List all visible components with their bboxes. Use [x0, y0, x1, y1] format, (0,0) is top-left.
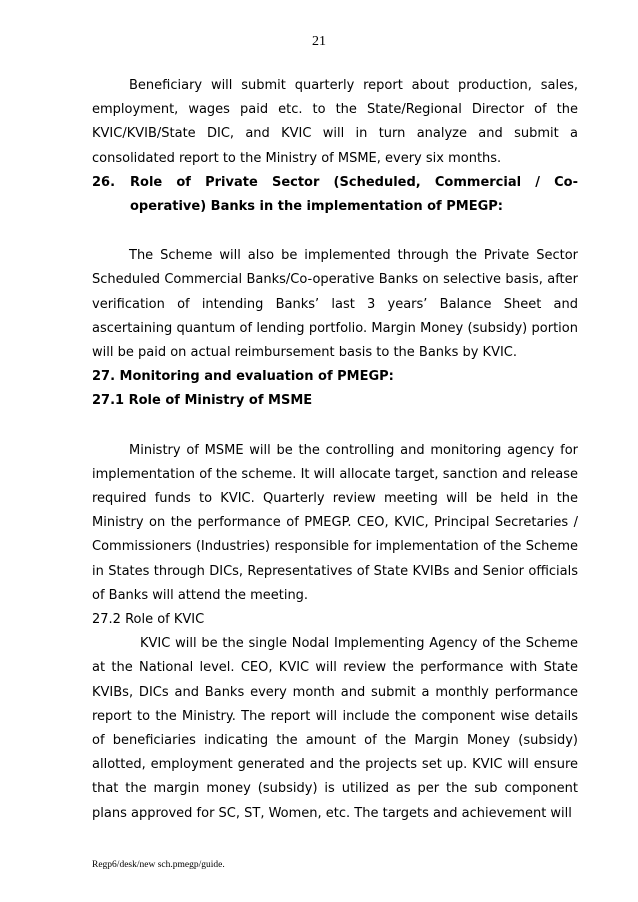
paragraph-reporting: Beneficiary will submit quarterly report about production, sales, employment, wages paid etc. to the State/Regional Director of the KVIC/KVIB/State DIC, and KVIC will in turn analyze and submit a consolidated report to the Ministry of MSME, every six months.	[92, 78, 578, 166]
paragraph-26: The Scheme will also be implemented through the Private Sector Scheduled Commercial Banks/Co-operative Banks on selective basis, after verification of intending Banks’ last 3 years’ Balance Sheet and ascertaining quantum of lending portfolio. Margin Money (subsidy) portion will be paid on actual reimbursement basis to the Banks by KVIC.	[92, 248, 578, 361]
page-number: 21	[312, 34, 326, 49]
section-26-number: 26.	[92, 174, 116, 190]
paragraph-27-1: Ministry of MSME will be the controlling and monitoring agency for implementation of the scheme. It will allocate target, sanction and release required funds to KVIC. Quarterly review meeting will be held in the Ministry on the performance of PMEGP. CEO, KVIC, Principal Secretaries / Commissioners (Industries) responsible for implementation of the Scheme in States through DICs, Representatives of State KVIBs and Senior officials of Banks will attend the meeting.	[92, 442, 578, 603]
document-body	[92, 74, 578, 826]
page-footer: Regp6/desk/new sch.pmegp/guide.	[92, 860, 225, 870]
section-27-2-heading: 27.2 Role of KVIC	[92, 612, 205, 628]
section-26-title: Role of Private Sector (Scheduled, Commercial / Co-operative) Banks in the implementation of PMEGP:	[130, 174, 578, 215]
section-27-1-heading: 27.1 Role of Ministry of MSME	[92, 393, 313, 409]
paragraph-27-2: KVIC will be the single Nodal Implementing Agency of the Scheme at the National level. CEO, KVIC will review the performance with State KVIBs, DICs and Banks every month and submit a monthly performance report to the Ministry. The report will include the component wise details of beneficiaries indicating the amount of the Margin Money (subsidy) allotted, employment generated and the projects set up. KVIC will ensure that the margin money (subsidy) is utilized as per the sub component plans approved for SC, ST, Women, etc. The targets and achievement will	[92, 636, 578, 821]
section-26-heading	[92, 171, 578, 219]
section-27-heading: 27. Monitoring and evaluation of PMEGP:	[92, 369, 394, 385]
